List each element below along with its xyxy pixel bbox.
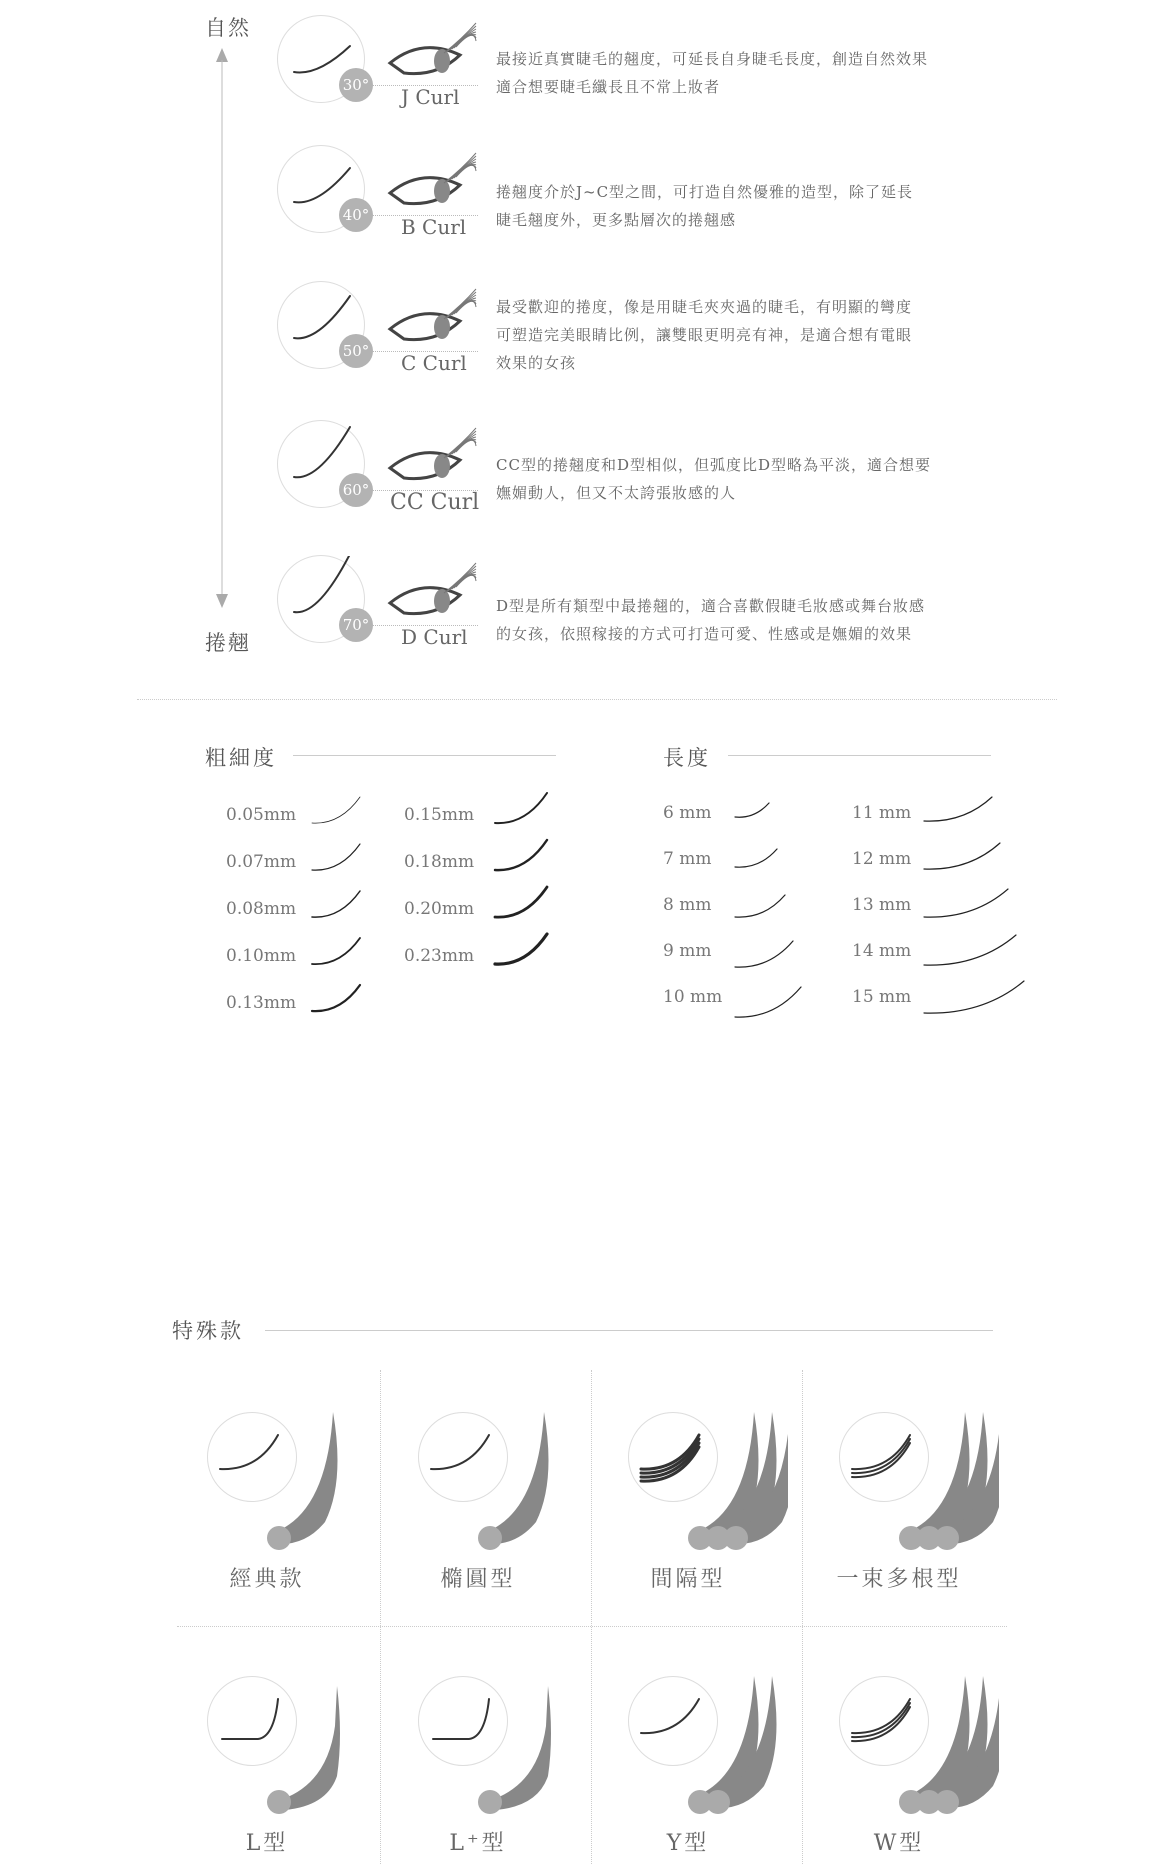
lash-sample-icon bbox=[310, 936, 364, 968]
thickness-title: 粗細度 bbox=[205, 746, 277, 770]
grid-divider-v3 bbox=[802, 1370, 803, 1864]
lash-type-label: Y型 bbox=[666, 1831, 710, 1856]
spec-label: 0.10mm bbox=[226, 946, 297, 966]
lash-shape-icon bbox=[257, 1666, 367, 1816]
spec-label: 0.05mm bbox=[226, 805, 297, 825]
eye-lash-icon bbox=[382, 281, 482, 351]
eye-lash-icon bbox=[382, 145, 482, 215]
lash-shape-icon bbox=[889, 1402, 999, 1552]
lash-shape-icon bbox=[678, 1402, 788, 1552]
curl-description-line: 的女孩，依照稼接的方式可打造可愛、性感或是嫵媚的效果 bbox=[496, 625, 913, 643]
lash-sample-icon bbox=[733, 847, 781, 871]
spec-label: 0.18mm bbox=[404, 852, 475, 872]
lash-sample-icon bbox=[733, 893, 789, 921]
lash-shape-icon bbox=[257, 1402, 367, 1552]
lash-sample-icon bbox=[733, 801, 773, 821]
curl-description-line: 效果的女孩 bbox=[496, 354, 577, 372]
lash-sample-icon bbox=[922, 795, 996, 825]
spec-label: 10 mm bbox=[663, 987, 723, 1007]
curl-type-name: J Curl bbox=[401, 85, 460, 109]
lash-sample-icon bbox=[922, 841, 1004, 873]
lash-sample-icon bbox=[310, 983, 364, 1015]
spec-label: 0.13mm bbox=[226, 993, 297, 1013]
spec-label: 0.15mm bbox=[404, 805, 475, 825]
curl-description-line: 最接近真實睫毛的翹度，可延長自身睫毛長度，創造自然效果 bbox=[496, 50, 929, 68]
lash-shape-icon bbox=[468, 1666, 578, 1816]
length-title: 長度 bbox=[663, 746, 711, 770]
lash-sample-icon bbox=[310, 842, 364, 874]
grid-divider-v2 bbox=[591, 1370, 592, 1864]
lash-type-label: L⁺型 bbox=[449, 1831, 507, 1856]
curl-description-line: CC型的捲翹度和D型相似，但弧度比D型略為平淡，適合想要 bbox=[496, 456, 932, 474]
spec-label: 14 mm bbox=[852, 941, 912, 961]
length-rule bbox=[728, 755, 991, 756]
special-rule bbox=[265, 1330, 993, 1331]
lash-type-label: 間隔型 bbox=[650, 1567, 726, 1592]
lash-sample-icon bbox=[493, 791, 551, 827]
curl-type-name: D Curl bbox=[401, 625, 468, 649]
curl-description bbox=[496, 451, 1016, 507]
lash-sample-icon bbox=[733, 939, 797, 971]
lash-type-label: L型 bbox=[245, 1831, 289, 1856]
lash-sample-icon bbox=[733, 985, 805, 1021]
lash-sample-icon bbox=[493, 838, 551, 874]
lash-sample-icon bbox=[493, 932, 551, 968]
degree-badge: 60° bbox=[339, 473, 373, 507]
lash-sample-icon bbox=[493, 885, 551, 921]
spec-label: 0.20mm bbox=[404, 899, 475, 919]
curl-axis-arrow bbox=[212, 48, 232, 608]
special-title: 特殊款 bbox=[172, 1319, 244, 1343]
curl-description-line: 捲翹度介於J~C型之間，可打造自然優雅的造型，除了延長 bbox=[496, 183, 914, 201]
spec-label: 11 mm bbox=[852, 803, 912, 823]
curl-description-line: 睫毛翹度外，更多點層次的捲翹感 bbox=[496, 211, 737, 229]
curl-description bbox=[496, 592, 1016, 648]
curl-description bbox=[496, 45, 1016, 101]
curl-description-line: 嫵媚動人，但又不太誇張妝感的人 bbox=[496, 484, 737, 502]
lash-sample-icon bbox=[922, 887, 1012, 921]
lash-type-label: 經典款 bbox=[229, 1567, 305, 1592]
lash-type-label: 橢圓型 bbox=[440, 1567, 516, 1592]
curl-description-line: 最受歡迎的捲度，像是用睫毛夾夾過的睫毛，有明顯的彎度 bbox=[496, 298, 913, 316]
thickness-rule bbox=[293, 755, 556, 756]
degree-badge: 30° bbox=[339, 68, 373, 102]
lash-shape-icon bbox=[468, 1402, 578, 1552]
lash-sample-icon bbox=[310, 795, 364, 827]
spec-label: 6 mm bbox=[663, 803, 712, 823]
lash-type-label: 一束多根型 bbox=[836, 1567, 962, 1592]
degree-badge: 40° bbox=[339, 198, 373, 232]
curl-description bbox=[496, 293, 1016, 377]
lash-sample-icon bbox=[310, 889, 364, 921]
lash-shape-icon bbox=[889, 1666, 999, 1816]
curl-type-name: B Curl bbox=[401, 215, 467, 239]
degree-badge: 70° bbox=[339, 608, 373, 642]
eye-lash-icon bbox=[382, 555, 482, 625]
curl-description-line: D型是所有類型中最捲翹的，適合喜歡假睫毛妝感或舞台妝感 bbox=[496, 597, 926, 615]
spec-label: 7 mm bbox=[663, 849, 712, 869]
spec-label: 0.23mm bbox=[404, 946, 475, 966]
lash-sample-icon bbox=[922, 979, 1028, 1017]
spec-label: 15 mm bbox=[852, 987, 912, 1007]
degree-badge: 50° bbox=[339, 334, 373, 368]
spec-label: 8 mm bbox=[663, 895, 712, 915]
axis-top-label: 自然 bbox=[205, 16, 251, 40]
spec-label: 9 mm bbox=[663, 941, 712, 961]
axis-bottom-label: 捲翹 bbox=[205, 631, 251, 655]
section-divider bbox=[137, 699, 1057, 700]
eye-lash-icon bbox=[382, 420, 482, 490]
lash-sample-icon bbox=[922, 933, 1020, 969]
spec-label: 12 mm bbox=[852, 849, 912, 869]
grid-divider-v1 bbox=[380, 1370, 381, 1864]
curl-description-line: 可塑造完美眼睛比例，讓雙眼更明亮有神，是適合想有電眼 bbox=[496, 326, 913, 344]
curl-type-name: CC Curl bbox=[390, 490, 480, 515]
lash-type-label: W型 bbox=[873, 1831, 925, 1856]
grid-divider-h bbox=[177, 1626, 1007, 1627]
curl-description-line: 適合想要睫毛纖長且不常上妝者 bbox=[496, 78, 721, 96]
spec-label: 0.08mm bbox=[226, 899, 297, 919]
spec-label: 0.07mm bbox=[226, 852, 297, 872]
eye-lash-icon bbox=[382, 15, 482, 85]
spec-label: 13 mm bbox=[852, 895, 912, 915]
lash-shape-icon bbox=[678, 1666, 788, 1816]
curl-description bbox=[496, 178, 1016, 234]
curl-type-name: C Curl bbox=[401, 351, 467, 375]
